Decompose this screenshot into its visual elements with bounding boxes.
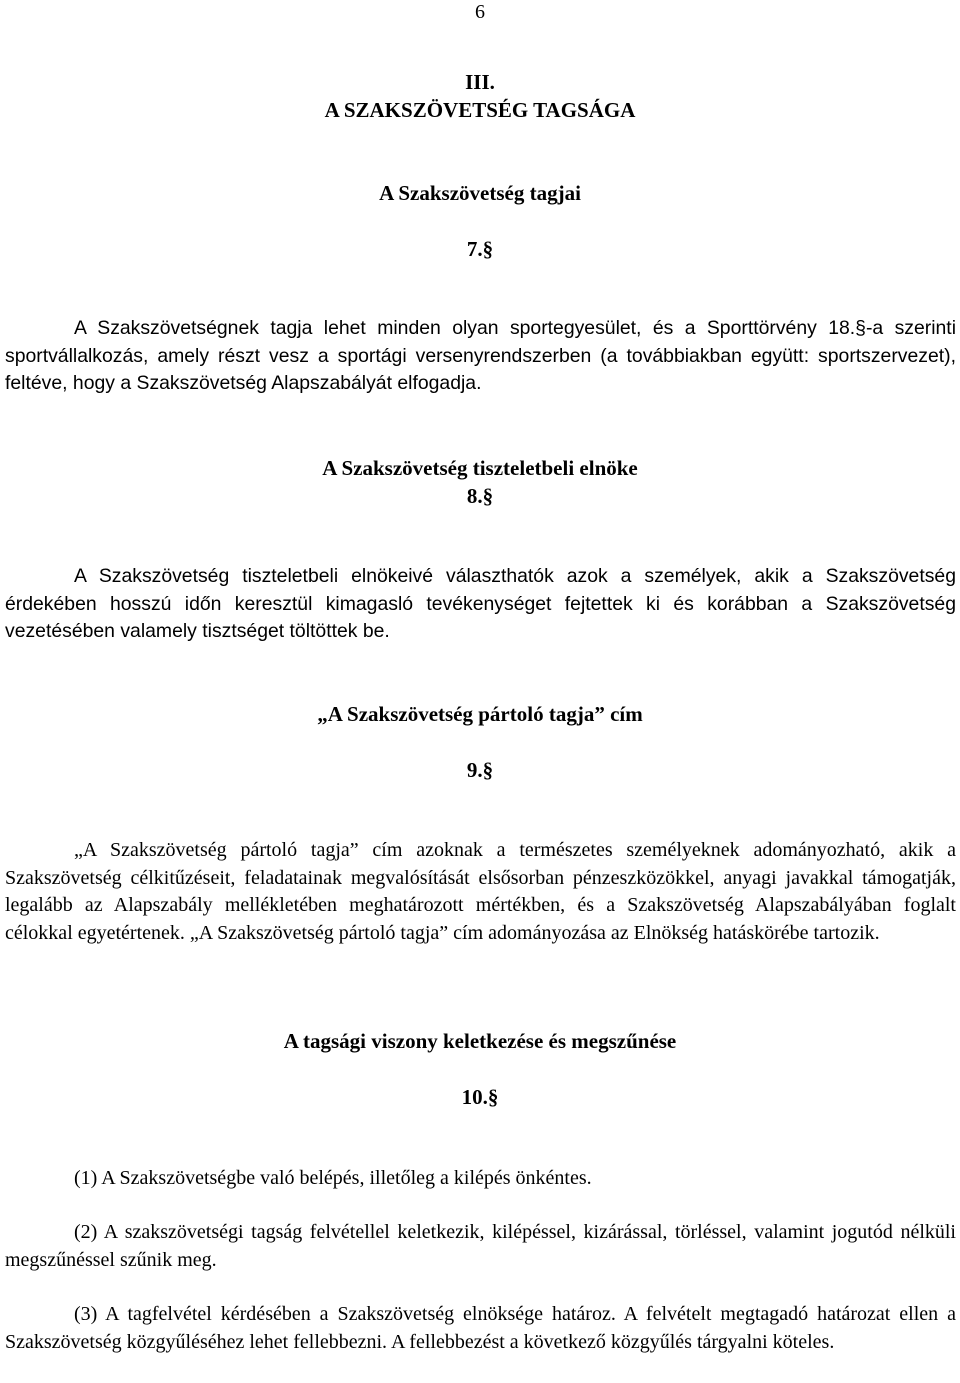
paragraph-mark-9: 9.§ [466,758,494,782]
page-number: 6 [475,1,485,23]
section-7-text: A Szakszövetségnek tagja lehet minden olyan sportegyesület, és a Sporttörvény 18.§-a szerinti sportvállalkozás, amely részt vesz a sportági versenyrendszerben (a továbbiakban együtt: sportszervezet), feltéve, hogy a Szakszövetség Alapszabályát elfogadja. [5,317,956,394]
section-10-point-2: (2) A szakszövetségi tagság felvétellel keletkezik, kilépéssel, kizárással, törléssel, valamint jogutód nélküli megszűnéssel szűnik meg. [5,1221,956,1271]
section-8-text: A Szakszövetség tiszteletbeli elnökeivé választhatók azok a személyek, akik a Szakszövetség érdekében hosszú időn keresztül kimagasló tevékenységet fejtettek ki és korábban a Szakszövetség vezetésében valamely tisztséget töltöttek be. [5,565,956,642]
section-heading-tiszteletbeli-elnok: A Szakszövetség tiszteletbeli elnöke [322,456,638,480]
chapter-title: A SZAKSZÖVETSÉG TAGSÁGA [324,98,636,122]
section-10-point-3: (3) A tagfelvétel kérdésében a Szakszövetség elnöksége határoz. A felvételt megtagadó határozat ellen a Szakszövetség közgyűléséhez lehet fellebbezni. A fellebbezést a következő közgyűlés tárgyalni köteles. [5,1303,956,1353]
paragraph-mark-7: 7.§ [466,237,494,261]
paragraph-mark-8: 8.§ [466,484,494,508]
section-9-text: „A Szakszövetség pártoló tagja” cím azoknak a természetes személyeknek adományozható, akik a Szakszövetség célkitűzéseit, feladatainak megvalósítását elsősorban pénzeszközökkel, anyagi javakkal támogatják, legalább az Alapszabály mellékletében meghatározott mértékben, és a Szakszövetség Alapszabályában foglalt célokkal egyetértenek. „A Szakszövetség pártoló tagja” cím adományozása az Elnökség hatáskörébe tartozik. [5,839,956,944]
section-heading-tagjai: A Szakszövetség tagjai [379,181,581,205]
paragraph-mark-10: 10.§ [461,1085,499,1109]
section-heading-tagsagi-viszony: A tagsági viszony keletkezése és megszűnése [283,1029,677,1053]
section-heading-partolo-tag: „A Szakszövetség pártoló tagja” cím [317,702,643,726]
chapter-number: III. [465,70,495,94]
section-10-point-1: (1) A Szakszövetségbe való belépés, illetőleg a kilépés önkéntes. [74,1167,592,1189]
